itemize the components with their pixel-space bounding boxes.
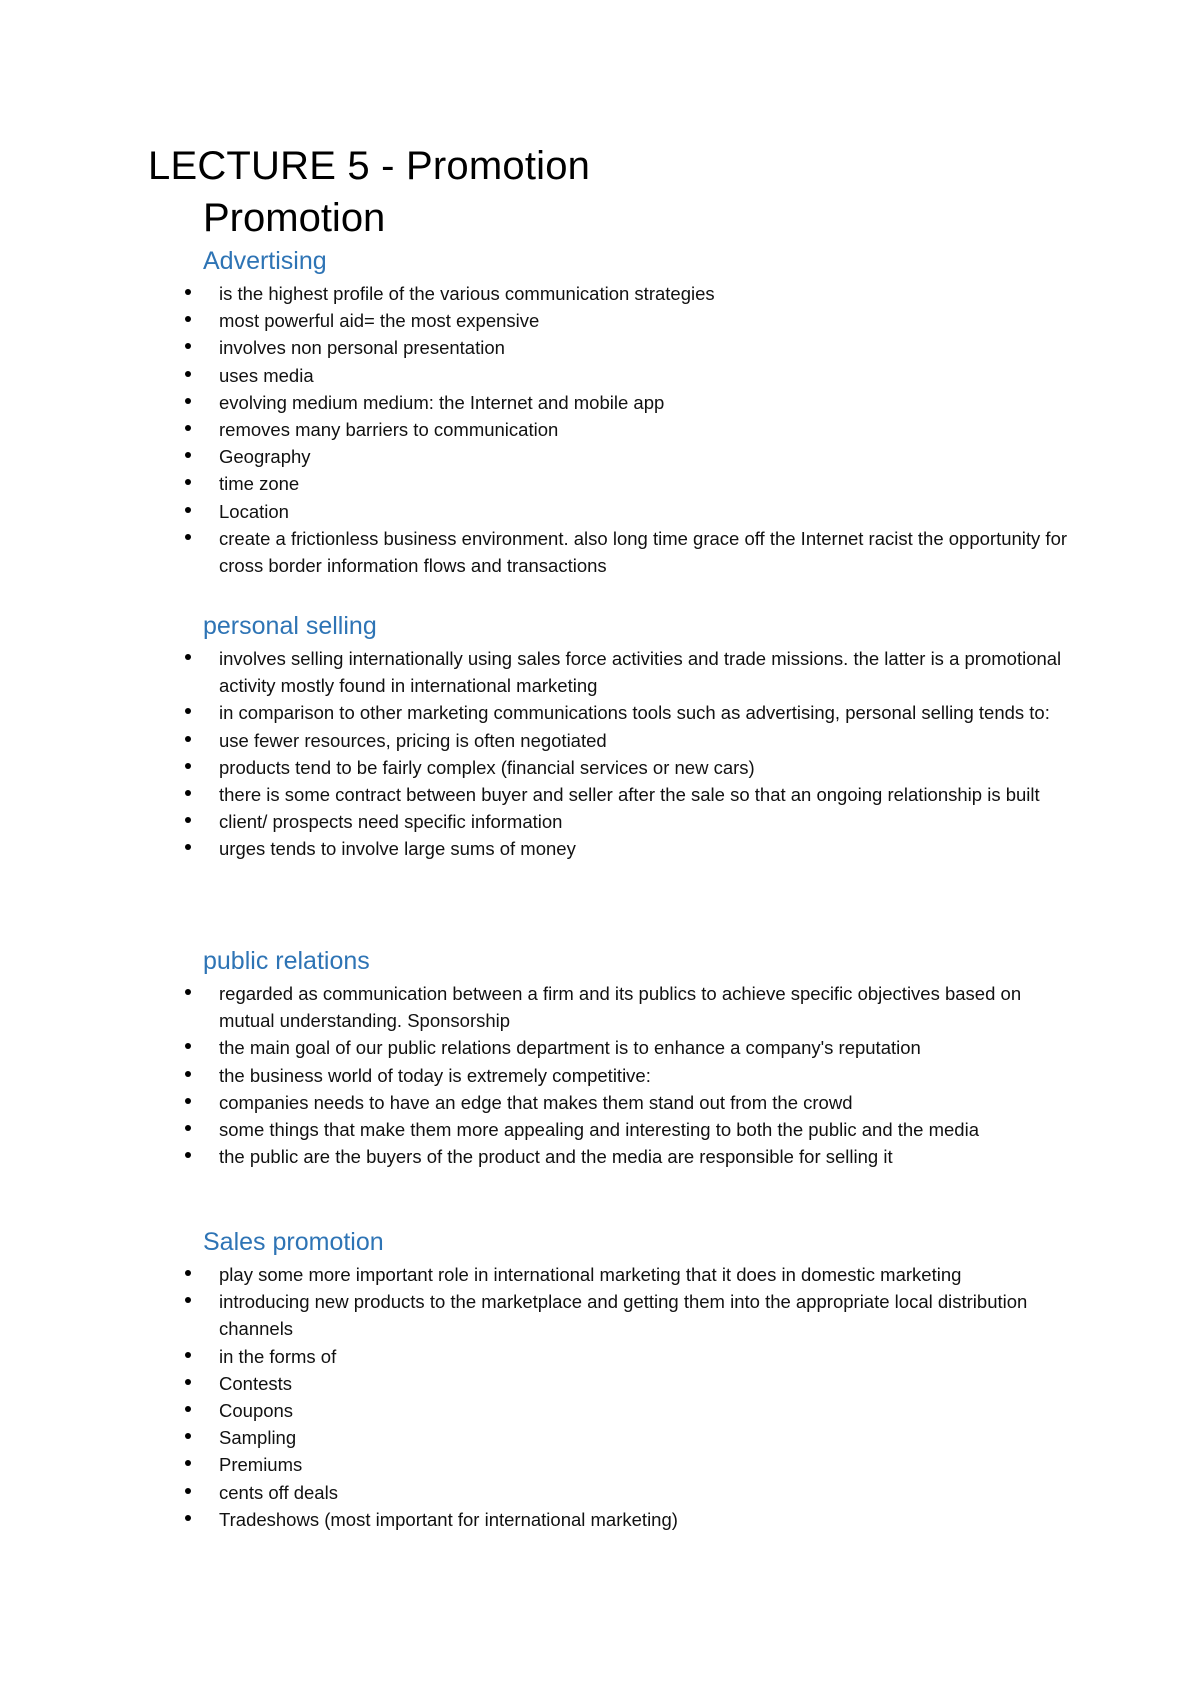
bullet-text: time zone: [219, 473, 300, 495]
bullet-dot-icon: [185, 289, 191, 295]
bullet-text: the main goal of our public relations department is to enhance a company's reputation: [219, 1037, 921, 1059]
bullet-item: [0, 443, 1200, 470]
section-heading: Advertising: [203, 247, 327, 275]
bullet-dot-icon: [185, 425, 191, 431]
bullet-item: [0, 1143, 1200, 1170]
bullet-item: [0, 1089, 1200, 1116]
bullet-item: [0, 1370, 1200, 1397]
bullet-item: [0, 781, 1200, 808]
bullet-item: [0, 498, 1200, 525]
bullet-dot-icon: [185, 398, 191, 404]
bullet-item: [0, 1451, 1200, 1478]
bullet-dot-icon: [185, 1460, 191, 1466]
bullet-list: [0, 980, 1200, 1170]
bullet-item: [0, 835, 1200, 862]
bullet-item: [0, 980, 1200, 1034]
bullet-text: some things that make them more appealing and interesting to both the public and the media: [219, 1119, 979, 1141]
bullet-dot-icon: [185, 817, 191, 823]
bullet-text: regarded as communication between a firm and its publics to achieve specific objectives based on mutual understanding. Sponsorship: [219, 983, 1022, 1032]
bullet-dot-icon: [185, 1152, 191, 1158]
bullet-dot-icon: [185, 1379, 191, 1385]
bullet-dot-icon: [185, 1270, 191, 1276]
bullet-item: [0, 1424, 1200, 1451]
bullet-list: [0, 645, 1200, 863]
bullet-list: [0, 1261, 1200, 1533]
bullet-item: [0, 1397, 1200, 1424]
bullet-dot-icon: [185, 1297, 191, 1303]
bullet-text: evolving medium medium: the Internet and mobile app: [219, 391, 665, 413]
bullet-text: the business world of today is extremely competitive:: [219, 1064, 651, 1086]
bullet-dot-icon: [185, 1098, 191, 1104]
bullet-dot-icon: [185, 1352, 191, 1358]
bullet-text: introducing new products to the marketplace and getting them into the appropriate local distribution channels: [219, 1291, 1028, 1340]
bullet-item: [0, 1479, 1200, 1506]
bullet-text: there is some contract between buyer and seller after the sale so that an ongoing relationship is built: [219, 784, 1040, 806]
bullet-dot-icon: [185, 1433, 191, 1439]
section-heading: personal selling: [203, 612, 377, 640]
bullet-text: the public are the buyers of the product and the media are responsible for selling it: [219, 1146, 893, 1168]
bullet-dot-icon: [185, 1406, 191, 1412]
section-heading: Sales promotion: [203, 1228, 384, 1256]
bullet-text: Location: [219, 500, 289, 522]
bullet-item: [0, 699, 1200, 726]
bullet-dot-icon: [185, 790, 191, 796]
bullet-dot-icon: [185, 989, 191, 995]
bullet-item: [0, 525, 1200, 579]
bullet-dot-icon: [185, 371, 191, 377]
bullet-item: [0, 280, 1200, 307]
bullet-dot-icon: [185, 452, 191, 458]
bullet-text: in the forms of: [219, 1345, 337, 1367]
bullet-list: [0, 280, 1200, 579]
bullet-text: Premiums: [219, 1454, 303, 1476]
bullet-item: [0, 1288, 1200, 1342]
bullet-item: [0, 307, 1200, 334]
bullet-text: use fewer resources, pricing is often negotiated: [219, 729, 607, 751]
bullet-dot-icon: [185, 763, 191, 769]
bullet-dot-icon: [185, 654, 191, 660]
bullet-item: [0, 1116, 1200, 1143]
bullet-item: [0, 334, 1200, 361]
bullet-item: [0, 645, 1200, 699]
bullet-text: removes many barriers to communication: [219, 419, 559, 441]
bullet-text: client/ prospects need specific information: [219, 811, 563, 833]
bullet-text: Tradeshows (most important for international marketing): [219, 1508, 678, 1530]
bullet-dot-icon: [185, 1071, 191, 1077]
bullet-dot-icon: [185, 507, 191, 513]
bullet-text: Coupons: [219, 1400, 294, 1422]
bullet-text: cents off deals: [219, 1481, 338, 1503]
bullet-dot-icon: [185, 479, 191, 485]
bullet-text: urges tends to involve large sums of money: [219, 838, 576, 860]
bullet-item: [0, 727, 1200, 754]
bullet-text: in comparison to other marketing communications tools such as advertising, personal selling tends to:: [219, 702, 1050, 724]
bullet-text: Geography: [219, 446, 311, 468]
bullet-text: create a frictionless business environment. also long time grace off the Internet racist the opportunity for cross border information flows and transactions: [219, 527, 1068, 577]
bullet-dot-icon: [185, 708, 191, 714]
bullet-item: [0, 808, 1200, 835]
bullet-item: [0, 1506, 1200, 1533]
bullet-text: involves selling internationally using sales force activities and trade missions. the latter is a promotional activity mostly found in international marketing: [219, 648, 1062, 697]
section-heading: public relations: [203, 947, 370, 975]
bullet-text: Contests: [219, 1372, 293, 1394]
bullet-text: Sampling: [219, 1427, 297, 1449]
bullet-item: [0, 1062, 1200, 1089]
bullet-dot-icon: [185, 1125, 191, 1131]
bullet-dot-icon: [185, 534, 191, 540]
bullet-dot-icon: [185, 1515, 191, 1521]
bullet-dot-icon: [185, 844, 191, 850]
bullet-text: uses media: [219, 364, 314, 386]
bullet-item: [0, 362, 1200, 389]
bullet-item: [0, 754, 1200, 781]
bullet-text: play some more important role in international marketing that it does in domestic marketing: [219, 1264, 962, 1285]
document-subtitle: Promotion: [203, 196, 386, 240]
bullet-dot-icon: [185, 736, 191, 742]
bullet-dot-icon: [185, 1043, 191, 1049]
document-title: LECTURE 5 - Promotion: [148, 144, 591, 188]
bullet-item: [0, 1343, 1200, 1370]
bullet-dot-icon: [185, 316, 191, 322]
bullet-text: involves non personal presentation: [219, 337, 505, 359]
bullet-text: companies needs to have an edge that makes them stand out from the crowd: [219, 1091, 853, 1113]
bullet-dot-icon: [185, 1488, 191, 1494]
bullet-item: [0, 416, 1200, 443]
bullet-text: most powerful aid= the most expensive: [219, 310, 540, 332]
bullet-item: [0, 1261, 1200, 1288]
bullet-item: [0, 1034, 1200, 1061]
bullet-dot-icon: [185, 343, 191, 349]
bullet-item: [0, 470, 1200, 497]
bullet-item: [0, 389, 1200, 416]
bullet-text: products tend to be fairly complex (financial services or new cars): [219, 756, 755, 778]
bullet-text: is the highest profile of the various communication strategies: [219, 283, 715, 304]
